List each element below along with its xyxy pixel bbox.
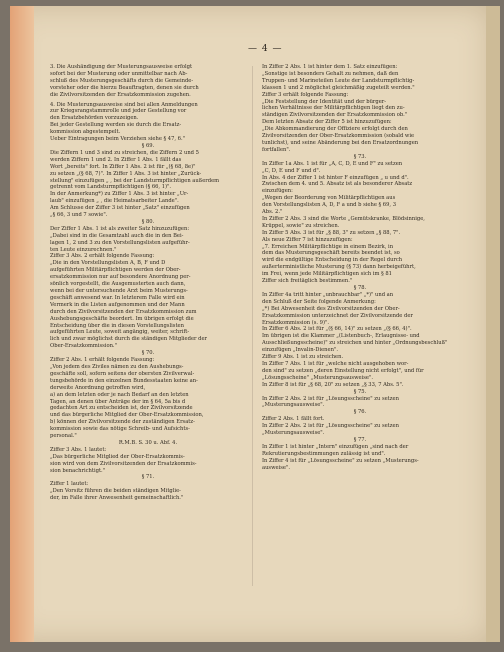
- text-line: Ziffer 9 Abs. 1 ist zu streichen.: [262, 354, 344, 361]
- column-divider: [252, 66, 253, 586]
- text-line: sönlich vorgestellt, die Ausgemusterten auch dann,: [50, 281, 186, 288]
- section-heading: § 76.: [353, 409, 367, 416]
- text-line: den sind" zu setzen „deren Einstellung nicht erfolgt", und für: [262, 367, 424, 374]
- text-line: Ziffer 3 Abs. 2 erhält folgende Fassung:: [50, 253, 155, 260]
- text-line: Tagen, an denen über Anträge der im § 64, 5a bis d: [50, 398, 186, 405]
- text-line: In der Anmerkung*) zu Ziffer 1 Abs. 3 ist hinter „Ur-: [50, 191, 189, 198]
- text-line: In Ziffer 5 Abs. 3 ist für „§ 88, 3" zu setzen „§ 88, 7".: [262, 229, 401, 236]
- text-line: Im übrigen ist die Klammer „(Listenbuch-, Erlaugnisse- und: [262, 333, 420, 340]
- text-line: dem das Musterungsgeschäft bereits beendet ist, so: [262, 250, 400, 257]
- text-line: Ziffer 3 Abs. 1 lautet:: [50, 446, 107, 453]
- text-line: getrennt vom Landsturmpflichtigen (§ 66, 1)".: [50, 184, 172, 191]
- text-line: In Abs. 4 der Ziffer 1 ist hinter F einzufügen „ u und d".: [262, 174, 409, 181]
- text-line: sofort bei der Musterung oder unmittelbar nach Ab-: [50, 70, 188, 77]
- text-line: In Ziffer 4 ist für „Lösungsscheine" zu setzen „Musterungs-: [262, 457, 419, 464]
- text-line: „Die Feststellung der Identität und der bürger-: [262, 98, 387, 105]
- text-line: geschäfte soll, sofern seitens der obersten Zivilverwal-: [50, 370, 195, 377]
- text-line: Bei jeder Gestellung werden sie durch die Ersatz-: [50, 122, 182, 129]
- text-line: ständigen Zivilvorsitzenden der Ersatzkommission ob.": [262, 112, 408, 119]
- text-line: und das bürgerliche Mitglied der Ober-Ersatzkommission,: [50, 412, 204, 419]
- text-line: Entscheidung über die in diesen Vorstellungslisten: [50, 322, 184, 329]
- text-line: den Ersatzbehörden vorzuzeigen.: [50, 115, 139, 122]
- text-line: kommission abgestempelt.: [50, 129, 121, 136]
- text-line: 4. Die Musterungsausweise sind bei allen Anmeldungen: [50, 101, 198, 108]
- text-line: „Von jedem des Ziviles nämen zu den Aushebungs-: [50, 363, 184, 370]
- text-line: Ziffer 1 lautet:: [50, 481, 89, 488]
- text-line: der, im Falle ihrer Anwesenheit gemeinschaftlich.": [50, 495, 184, 502]
- text-line: gedachten Art zu entscheiden ist, der Zivilvorsitzende: [50, 405, 193, 412]
- section-heading: § 75.: [353, 388, 367, 395]
- text-line: In Ziffer 8 ist für „§ 68, 20" zu setzen „§ 33, 7 Abs. 5".: [262, 381, 404, 388]
- text-line: Ziffer sich freitäglich bestimmen.": [262, 278, 353, 285]
- text-line: Ober-Ersatzkommission.": [50, 343, 117, 350]
- text-line: In Ziffer 1a Abs. 1 ist für „A, C, D, E und F" zu setzen: [262, 160, 403, 167]
- text-line: Ziffer 2 Abs. 1 erhält folgende Fassung:: [50, 357, 155, 364]
- text-line: laub" einzufügen „ , die Heimatsarbeiter Lande".: [50, 198, 179, 205]
- right-column: [262, 64, 458, 471]
- text-line: „Sonstige ist besonders Gehalt zu nehmen, daß den: [262, 70, 399, 77]
- text-line: „Musterungsausweise".: [262, 430, 325, 437]
- text-line: Die Ziffern 1 und 3 sind zu streichen, die Ziffern 2 und 5: [50, 149, 199, 156]
- text-line: werden Ziffern 1 und 2. In Ziffer 1 Abs. 1 fällt das: [50, 156, 182, 163]
- text-line: aufgeführten Militärpflichtigen werden der Ober-: [50, 267, 181, 274]
- text-line: In Ziffer 1 ist hinter „Intern" einzufügen „sind nach der: [262, 443, 409, 450]
- text-line: In Ziffer 2 Abs. 2 ist für „Lösungsscheine" zu setzen: [262, 423, 399, 430]
- text-line: derweite Anordnung getroffen wird,: [50, 384, 146, 391]
- text-line: a) an dem letzten oder je nach Bedarf an den letzten: [50, 391, 189, 398]
- text-line: In Ziffer 2 Abs. 1 ist hinter dem 1. Satz einzufügen:: [262, 64, 398, 70]
- section-heading: § 77.: [353, 436, 367, 443]
- text-line: Ziffer 3 erhält folgende Fassung:: [262, 91, 349, 98]
- text-line: tungsbehörde in den einzelnen Bundesstaaten keine an-: [50, 377, 198, 384]
- text-line: Zwischen dem 4. und 5. Absatz ist als besonderer Absatz: [262, 181, 413, 188]
- section-heading: § 80.: [141, 218, 155, 225]
- text-line: den Vorstellungslisten A, D, F a und b siehe § 69, 3: [262, 202, 396, 209]
- text-line: „7. Erreichen Militärpflichtige in einem Bezirk, in: [262, 243, 394, 250]
- text-line: Vermerk in die Listen aufgenommen und der Mann: [50, 301, 185, 308]
- text-line: „Den Vorsitz führen die beiden ständigen Mitglie-: [50, 488, 181, 495]
- text-line: einzufügen „Invalin-Dienen".: [262, 347, 338, 354]
- text-line: wird die endgültige Entscheidung in der Regel durch: [262, 257, 403, 264]
- text-line: durch den Zivilvorsitzenden der Ersatzkommission zum: [50, 308, 197, 315]
- text-line: Ersatzkommission unterzeichnet der Zivilvorsitzende der: [262, 312, 413, 319]
- text-line: „Dabei sind in die Gesamtzahl auch die in den Bei-: [50, 232, 184, 239]
- section-heading: R.M.B. S. 30 u. Abf. 4.: [118, 439, 178, 446]
- text-line: außerterministliche Musterung (§ 73) dann herbeigeführt,: [262, 264, 416, 271]
- text-line: „§ 66, 3 und 7 sowie".: [50, 212, 108, 219]
- text-line: Ueber Eintragungen beim Verziehen siehe § 47, 6.": [50, 136, 186, 143]
- right-page-edge: [486, 6, 500, 642]
- text-line: Der Ziffer 1 Abs. 1 ist als zweiter Satz hinzuzufügen:: [50, 225, 190, 232]
- text-line: Als neue Ziffer 7 ist hinzuzufügen:: [262, 236, 353, 243]
- text-line: im Frei, wenn jede Militärpflichtigen sich im § 81: [262, 271, 392, 278]
- text-line: einzufügen:: [262, 188, 293, 195]
- page-number: — 4 —: [248, 44, 283, 54]
- text-line: vorsteher oder die hierzu Beauftragten, denen sie durch: [50, 84, 199, 91]
- section-heading: § 73.: [353, 153, 367, 160]
- text-line: die Zivilvorsitzenden der Ersatzkommission zugehen.: [50, 91, 191, 98]
- section-heading: § 70.: [141, 350, 155, 357]
- text-line: Aushebungsgeschäfte beordert. Im übrigen erfolgt die: [50, 315, 194, 322]
- text-line: den Schluß der Seite folgende Anmerkung:: [262, 298, 376, 305]
- text-line: personal.": [50, 433, 77, 440]
- text-line: „Musterungsausweise".: [262, 402, 325, 409]
- text-line: In Ziffer 7 Abs. 1 ist für „welche nicht ausgehoben wor-: [262, 360, 409, 367]
- text-line: 3. Die Aushändigung der Musterungsausweise erfolgt: [50, 64, 193, 70]
- text-line: zur Kriegsrangstammrolle und jeder Gestellung vor: [50, 108, 187, 115]
- text-line: In Ziffer 2 Abs. 3 sind die Worte „Gemütskranke, Blödsinnige,: [262, 215, 425, 222]
- text-line: tunlichst), und seine Abänderung bei den Ersatzordnungen: [262, 139, 419, 146]
- text-line: lich und zwar möglichst durch die ständigen Mitglieder der: [50, 336, 208, 343]
- text-line: fortfallen".: [262, 146, 291, 153]
- text-line: lichen Verhältnisse der Militärpflichtigen liegt den zu-: [262, 105, 405, 112]
- text-line: Ersatzkommission (s. 9)".: [262, 319, 330, 326]
- text-line: Krüppel, sowie" zu streichen.: [262, 222, 340, 229]
- text-line: In Ziffer 6 Abs. 2 ist für „(§ 66, 14)" zu setzen „(§ 66, 4)".: [262, 326, 412, 333]
- text-line: Rekrutierungsbestimmungen zulässig ist und".: [262, 450, 386, 457]
- text-line: Truppen- und Marineteilen Leute der Landsturmpflichtig-: [262, 77, 415, 84]
- section-heading: § 71.: [141, 474, 155, 481]
- section-heading: § 78.: [353, 285, 367, 291]
- text-line: ten Leute einzurechnen.": [50, 246, 117, 253]
- text-line: „Die in den Vorstellungslisten A, B, F und D: [50, 260, 166, 267]
- text-line: Am Schlusse der Ziffer 3 ist hinter „Satz" einzufügen: [50, 205, 190, 212]
- text-line: Ausschließungsscheine)" zu streichen und hinter „Ordnungsbeschluß": [262, 340, 448, 347]
- left-column: [50, 64, 246, 502]
- text-line: Wort „bereits" fort. In Ziffer 1 Abs. 2 ist für „(§ 68, 8e)": [50, 163, 196, 170]
- section-heading: § 69.: [141, 142, 155, 149]
- text-line: sion wird von dem Zivilvorsitzenden der Ersatzkommis-: [50, 460, 197, 467]
- text-line: Zivilvorsitzenden der Ober-Ersatzkommission (sobald wie: [262, 133, 415, 140]
- text-line: „Lösungsscheine" „Musterungsausweise".: [262, 374, 373, 381]
- text-line: „C, D, E und F und d".: [262, 167, 321, 174]
- text-line: ersatzkommission nur auf besondere Anordnung per-: [50, 274, 191, 281]
- text-line: sion benachrichtigt.": [50, 467, 106, 474]
- text-line: „*) Bei Abwesenheit des Zivilvorsitzenden der Ober-: [262, 305, 400, 312]
- text-line: lagen 1, 2 und 3 zu den Vorstellungslisten aufgeführ-: [50, 239, 190, 246]
- text-line: Dem letzten Absatz der Ziffer 5 ist hinzuzufügen:: [262, 119, 392, 126]
- text-line: aufgeführten Leute, soweit angängig, weiter, schrift-: [50, 329, 190, 336]
- text-line: b) können der Zivilvorsitzende der zuständigen Ersatz-: [50, 419, 195, 426]
- text-line: geschäft anwesend war. In letzterem Falle wird ein: [50, 294, 185, 301]
- text-line: „Wegen der Beorderung von Militärpflichtigen aus: [262, 195, 396, 202]
- text-line: kommission sowie das nötige Schreib- und Aufsichts-: [50, 426, 190, 433]
- text-line: In Ziffer 4a tritt hinter „unbrauchbar" „*)" und an: [262, 291, 394, 298]
- text-line: wenn bei der untersuchende Arzt beim Musterungs-: [50, 288, 188, 294]
- text-line: In Ziffer 2 Abs. 2 ist für „Lösungsscheine" zu setzen: [262, 395, 399, 402]
- text-line: zu setzen „(§ 68, 7)". In Ziffer 1 Abs. 3 ist hinter „Zurück-: [50, 170, 202, 177]
- text-line: stellung" einzufügen „ , bei der Landsturmpflichtigen außerdem: [50, 177, 220, 184]
- text-line: schluß des Musterungsgeschäfts durch die Gemeinde-: [50, 77, 194, 84]
- left-page-edge: [10, 6, 34, 642]
- text-line: „Das bürgerliche Mitglied der Ober-Ersatzkommis-: [50, 453, 185, 460]
- text-line: klassen 1 und 2 möglichst gleichmäßig zugeteilt werden.": [262, 84, 415, 91]
- text-line: ausweise".: [262, 464, 291, 471]
- text-line: Abs. 2.": [262, 209, 283, 216]
- text-line: „Die Abkommandierung der Offiziere erfolgt durch den: [262, 126, 408, 133]
- text-line: Ziffer 2 Abs. 1 fällt fort.: [262, 416, 325, 423]
